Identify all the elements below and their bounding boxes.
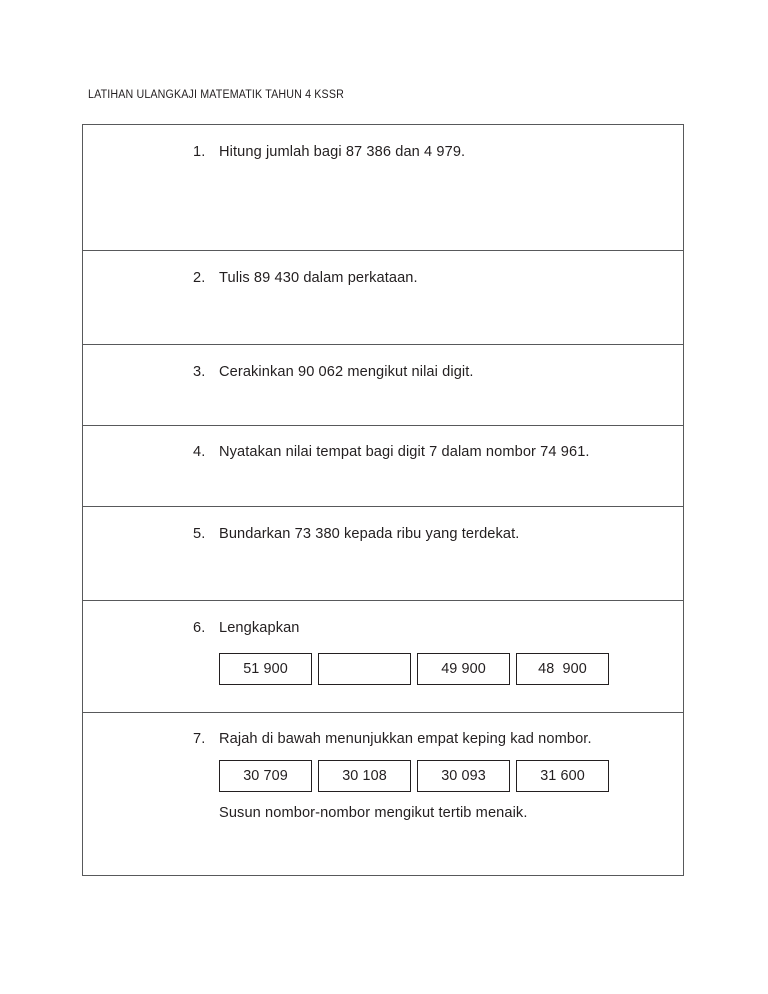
question-row-1 (83, 125, 683, 251)
question-text: Lengkapkan (219, 620, 300, 636)
document-header: LATIHAN ULANGKAJI MATEMATIK TAHUN 4 KSSR (88, 89, 344, 101)
question-line (83, 270, 683, 288)
question-text: Bundarkan 73 380 kepada ribu yang terdekat. (219, 526, 520, 542)
number-box-blank[interactable] (318, 653, 411, 685)
question-row-3 (83, 345, 683, 426)
question-line (83, 731, 683, 749)
question-text: Tulis 89 430 dalam perkataan. (219, 270, 418, 286)
question-number: 7. (193, 731, 206, 747)
question-number: 5. (193, 526, 206, 542)
question-row-6 (83, 601, 683, 713)
question-line (83, 364, 683, 382)
question-line (83, 444, 683, 462)
number-box: 48 900 (516, 653, 609, 685)
number-card: 30 709 (219, 760, 312, 792)
number-sequence-boxes (219, 653, 609, 685)
question-row-5 (83, 507, 683, 601)
question-number: 6. (193, 620, 206, 636)
question-text: Hitung jumlah bagi 87 386 dan 4 979. (219, 144, 466, 160)
question-row-7 (83, 713, 683, 875)
question-text: Nyatakan nilai tempat bagi digit 7 dalam nombor 74 961. (219, 444, 590, 460)
question-number: 1. (193, 144, 206, 160)
question-row-2 (83, 251, 683, 345)
question-number: 4. (193, 444, 206, 460)
question-text: Cerakinkan 90 062 mengikut nilai digit. (219, 364, 474, 380)
number-card-boxes (219, 760, 609, 792)
question-number: 2. (193, 270, 206, 286)
question-line (83, 526, 683, 544)
number-box: 51 900 (219, 653, 312, 685)
questions-table (82, 124, 684, 876)
question-subtext: Susun nombor-nombor mengikut tertib menaik. (219, 805, 528, 821)
number-card: 30 093 (417, 760, 510, 792)
number-card: 30 108 (318, 760, 411, 792)
question-row-4 (83, 426, 683, 507)
number-card: 31 600 (516, 760, 609, 792)
number-box: 49 900 (417, 653, 510, 685)
question-text: Rajah di bawah menunjukkan empat keping kad nombor. (219, 731, 592, 747)
question-number: 3. (193, 364, 206, 380)
question-line (83, 144, 683, 162)
question-line (83, 620, 683, 638)
